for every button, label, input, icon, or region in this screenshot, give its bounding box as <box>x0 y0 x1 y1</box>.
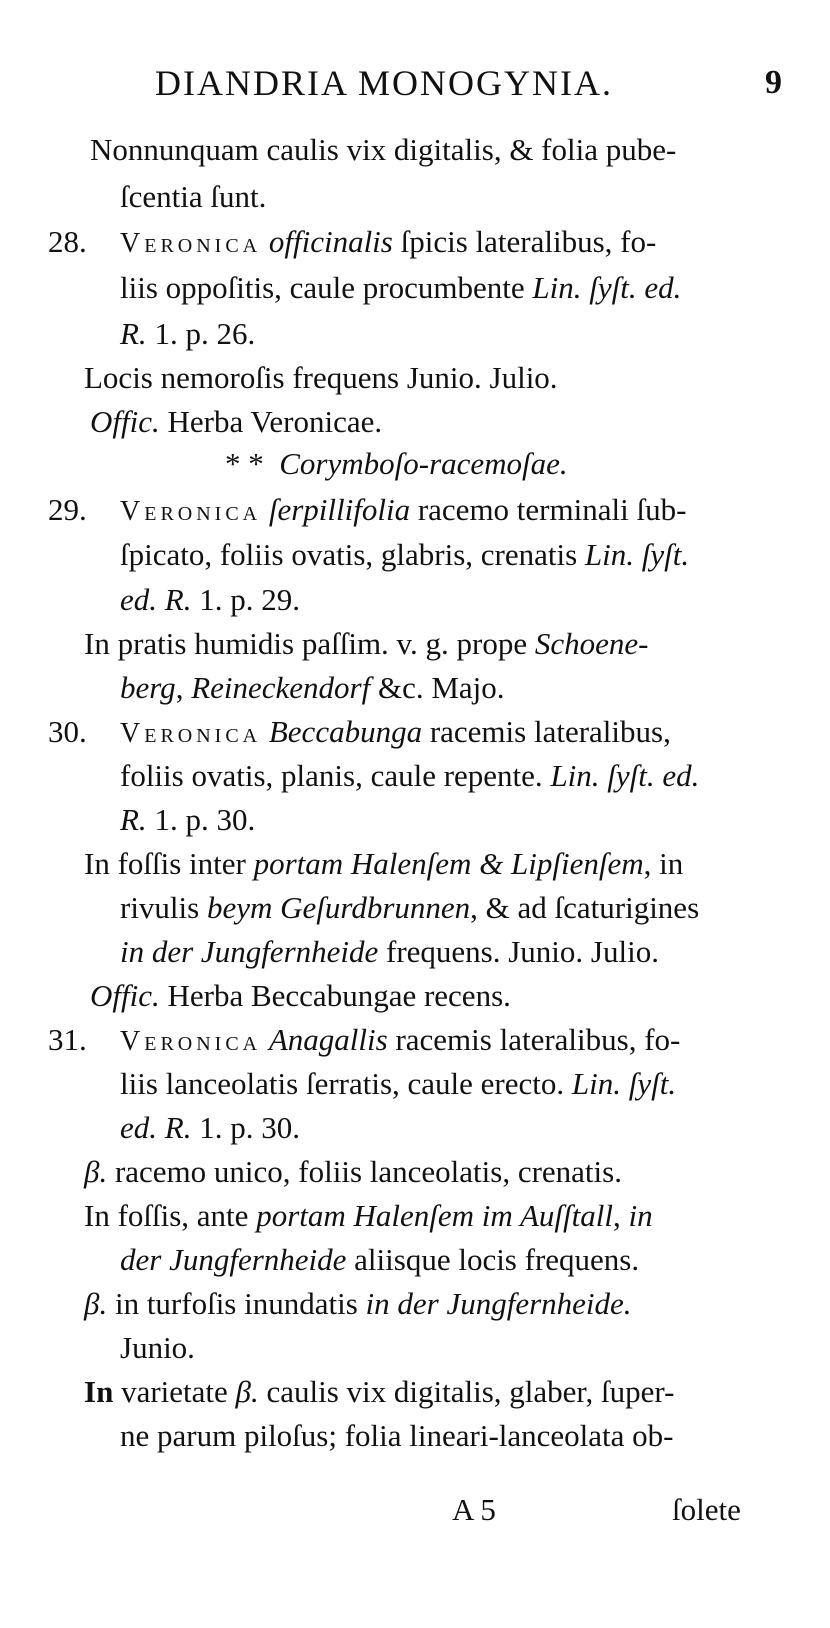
text-line: ed. R. 1. p. 30. <box>120 1110 300 1145</box>
text-line: R. 1. p. 26. <box>120 316 256 351</box>
running-title: DIANDRIA MONOGYNIA. <box>155 63 613 103</box>
catchword: ſolete <box>672 1492 741 1527</box>
page-header <box>150 62 790 112</box>
genus-name: Veronica <box>120 228 262 259</box>
text-line: In foſſis inter portam Halenſem & Lipſienſem, in <box>84 846 684 881</box>
genus-name: Veronica <box>120 1026 262 1057</box>
text-line: Nonnunquam caulis vix digitalis, & folia pube- <box>90 132 677 167</box>
text-line: In pratis humidis paſſim. v. g. prope Schoene- <box>84 626 649 661</box>
text-line: Offic. Herba Beccabungae recens. <box>90 978 511 1013</box>
entry-number: 29. <box>48 492 87 527</box>
text-line: der Jungfernheide aliisque locis frequens. <box>120 1242 640 1277</box>
text-line: In foſſis, ante portam Halenſem im Auſſtall, in <box>84 1198 653 1233</box>
genus-name: Veronica <box>120 718 262 749</box>
text-line: liis oppoſitis, caule procumbente Lin. ſyſt. ed. <box>120 270 682 305</box>
text-line: Veronica officinalis ſpicis lateralibus, fo- <box>120 224 657 259</box>
species-name: Anagallis <box>268 1022 388 1057</box>
page-footer <box>0 1492 830 1542</box>
text-line: Locis nemoroſis frequens Junio. Julio. <box>84 360 558 395</box>
text-line: ſcentia ſunt. <box>120 179 267 214</box>
species-name: ſerpillifolia <box>268 492 411 527</box>
species-name: Beccabunga <box>268 714 423 749</box>
text-line: Offic. Herba Veronicae. <box>90 404 383 439</box>
text-line: Junio. <box>120 1330 195 1365</box>
text-line: β. racemo unico, foliis lanceolatis, crenatis. <box>84 1154 622 1189</box>
section-heading: * * Corymboſo-racemoſae. <box>225 446 568 481</box>
entry-number: 31. <box>48 1022 87 1057</box>
text-line: in der Jungfernheide frequens. Junio. Julio. <box>120 934 659 969</box>
text-line: R. 1. p. 30. <box>120 802 256 837</box>
text-line: Veronica ſerpillifolia racemo terminali ſub- <box>120 492 687 527</box>
page-number: 9 <box>765 64 782 101</box>
text-line: berg, Reineckendorf &c. Majo. <box>120 670 505 705</box>
genus-name: Veronica <box>120 496 262 527</box>
text-line: foliis ovatis, planis, caule repente. Lin. ſyſt. ed. <box>120 758 700 793</box>
entry-number: 28. <box>48 224 87 259</box>
text-line: ed. R. 1. p. 29. <box>120 582 300 617</box>
text-line: rivulis beym Geſurdbrunnen, & ad ſcaturigines <box>120 890 700 925</box>
text-line: In varietate β. caulis vix digitalis, glaber, ſuper- <box>84 1374 675 1409</box>
text-line: ne parum piloſus; folia lineari-lanceolata ob- <box>120 1418 674 1453</box>
text-line: ſpicato, foliis ovatis, glabris, crenatis Lin. ſyſt. <box>120 537 690 572</box>
signature-mark: A 5 <box>452 1492 496 1527</box>
text-line: Veronica Anagallis racemis lateralibus, fo- <box>120 1022 681 1057</box>
text-line: Veronica Beccabunga racemis lateralibus, <box>120 714 671 749</box>
entry-number: 30. <box>48 714 87 749</box>
species-name: officinalis <box>268 224 393 259</box>
text-line: β. in turfoſis inundatis in der Jungfernheide. <box>84 1286 632 1321</box>
text-line: liis lanceolatis ſerratis, caule erecto. Lin. ſyſt. <box>120 1066 677 1101</box>
